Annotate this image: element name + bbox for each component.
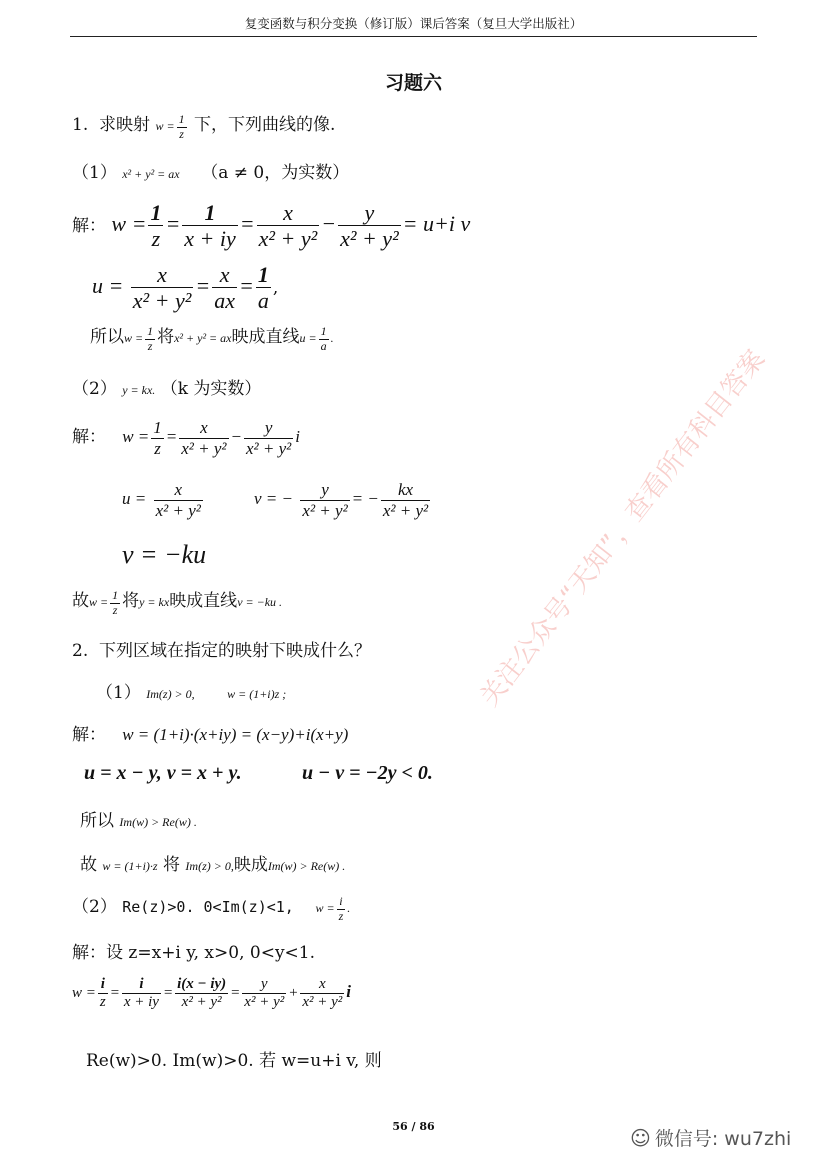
solution-2-2-last: [86, 1046, 382, 1071]
problem-text: 求映射: [99, 115, 151, 135]
part-2-1: [96, 678, 286, 703]
math-formula: Im(w) > Re(w) .: [267, 859, 346, 873]
text: 将: [163, 855, 181, 875]
math-formula: w = $\frac{i}{z}$ = $\frac{i}{x + iy}$ = $\frac{i(x - iy)}{\text{x² + y²}}$ = $\frac{y}{\text{x² + y²}}$ + $\frac{x}{\text{x² + y²}}$: [72, 976, 343, 1011]
problem-1-statement: [72, 110, 335, 142]
math-formula: v = −ku: [122, 540, 207, 569]
math-formula: v = −ku .: [237, 595, 283, 609]
wechat-badge: [630, 1124, 791, 1151]
math-formula: Im(z) > 0,: [146, 687, 195, 701]
wechat-id: 微信号: wu7zhi: [654, 1128, 792, 1150]
math-formula: $\frac{y}{\text{x² + y²}}$ = − $\frac{kx}{\text{x² + y²}}$: [302, 480, 429, 520]
solution-1-1-line2: [92, 262, 278, 314]
solution-label: 解：: [72, 215, 106, 236]
math-formula: y = kx: [139, 595, 170, 609]
watermark: 关注公众号“天知”，查看所有科目答案: [474, 344, 772, 713]
part-1-2: [72, 374, 261, 399]
text: 所以: [90, 327, 124, 347]
solution-1-2-line2: [122, 480, 205, 520]
solution-label: 解：: [72, 725, 106, 745]
punctuation: ,: [272, 277, 279, 298]
solution-2-1-conclusion2: [80, 850, 345, 875]
text: 将: [122, 591, 140, 611]
problem-text: 下列区域在指定的映射下映成什么？: [99, 641, 372, 661]
text: 故: [80, 855, 97, 875]
problem-2-statement: [72, 636, 371, 661]
text: Re(w)>0. Im(w)>0. 若 w=u+i v, 则: [86, 1051, 382, 1071]
part-condition: （a ≠ 0，为实数）: [201, 163, 350, 183]
math-formula: = u+i v: [402, 210, 471, 236]
text: 映成直线: [231, 327, 300, 347]
math-formula: w = $\frac{1}{z}$: [155, 111, 185, 141]
math-formula: u = x − y, v = x + y.: [84, 762, 242, 784]
math-formula: u =: [92, 272, 124, 298]
math-formula: w = (1+i)·(x+iy) = (x−y)+i(x+y): [122, 725, 349, 744]
math-formula: w =: [315, 901, 335, 915]
part-condition: （k 为实数）: [160, 379, 262, 399]
part-2-2: [72, 892, 350, 924]
math-formula: w = $\frac{1}{z}$ = $\frac{x}{\text{x² + y²}}$ − $\frac{y}{\text{x² + y²}}$ i: [122, 418, 301, 458]
problem-text: 下，下列曲线的像.: [193, 115, 336, 135]
wechat-icon: ☺: [630, 1126, 651, 1150]
math-formula: w = $\frac{1}{z}$: [89, 587, 119, 617]
solution-2-2-set: [72, 938, 315, 963]
math-formula: Im(w) > Re(w) .: [119, 815, 197, 829]
text: 映成直线: [169, 591, 238, 611]
solution-2-1-line1: [72, 720, 348, 745]
solution-2-1-diff: [302, 762, 433, 785]
math-formula: u =: [122, 488, 147, 508]
solution-2-2-eq: [72, 976, 351, 1012]
solution-1-2-vku: [122, 540, 206, 570]
text: 解：设 z=x+i y, x>0, 0<y<1.: [72, 943, 316, 963]
solution-2-1-conclusion1: [80, 806, 197, 831]
solution-1-2-v: [254, 480, 432, 520]
math-formula: $\frac{x}{\text{x² + y²}}$: [155, 480, 201, 520]
part-label: （1）: [96, 683, 141, 703]
page-header: 复变函数与积分变换（修订版）课后答案（复旦大学出版社）: [70, 14, 757, 37]
math-formula: y = kx.: [122, 383, 156, 397]
solution-1-1-line1: [72, 200, 470, 252]
math-formula: i: [346, 982, 352, 1002]
part-label: （1）: [72, 163, 117, 183]
section-title: 习题六: [384, 72, 442, 94]
text: 将: [157, 327, 175, 347]
solution-1-1-conclusion: [90, 322, 334, 354]
part-label: （2）: [72, 379, 117, 399]
problem-number: 1.: [72, 115, 89, 135]
math-formula: u = $\frac{1}{a}$ .: [299, 323, 334, 353]
math-formula: $\frac{i}{z}$ .: [338, 893, 351, 923]
math-formula: w = (1+i)·z: [102, 859, 158, 873]
solution-1-2-line1: [72, 418, 300, 458]
math-formula: x² + y² = ax: [122, 167, 180, 181]
math-formula: x² + y² = ax: [174, 331, 232, 345]
math-formula: u − v = −2y < 0.: [302, 762, 433, 784]
math-formula: w = $\frac{1}{z}$: [124, 323, 154, 353]
text: 映成: [233, 855, 268, 875]
math-formula: $\frac{x}{\text{x² + y²}}$ = $\frac{x}{ax}$ = $\frac{1}{a}$: [132, 262, 269, 314]
part-label: （2）: [72, 897, 117, 917]
solution-1-2-conclusion: [72, 586, 282, 618]
page-number: 56 / 86: [392, 1120, 435, 1133]
math-formula: Im(z) > 0,: [185, 859, 234, 873]
math-formula: w = $\frac{1}{z}$ = $\frac{1}{x + iy}$ = $\frac{x}{\text{x² + y²}}$ − $\frac{y}{\text{x² + y²}}$: [111, 200, 399, 252]
text: 所以: [80, 811, 114, 831]
math-formula: v = −: [254, 488, 293, 508]
math-formula: Re(z)>0. 0<Im(z)<1,: [122, 898, 294, 916]
math-formula: w = (1+i)z ;: [227, 687, 287, 701]
solution-label: 解：: [72, 426, 106, 447]
problem-number: 2.: [72, 641, 89, 661]
text: 故: [72, 591, 89, 611]
part-1-1: [72, 158, 349, 183]
solution-2-1-line2: [84, 762, 242, 785]
